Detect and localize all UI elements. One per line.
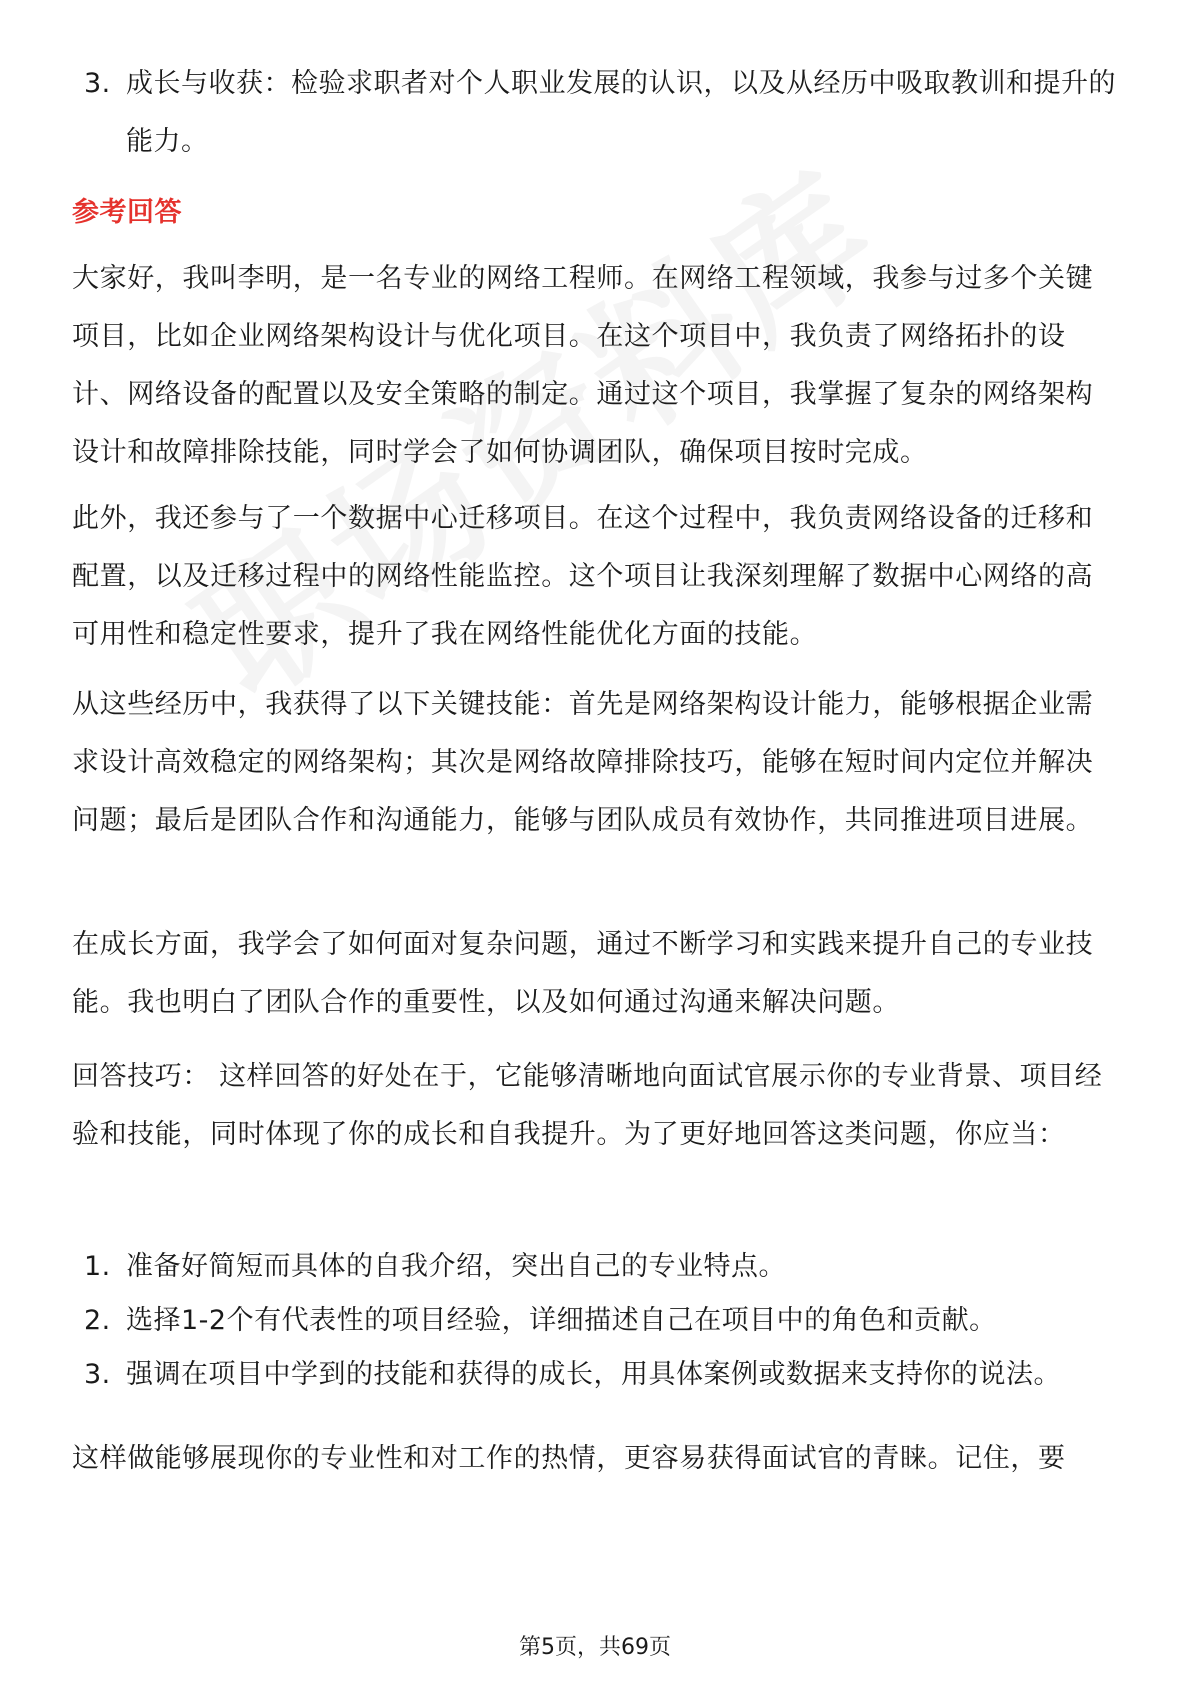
top-list [72,55,1120,171]
list-item-number: 3. [84,68,111,99]
paragraph-datacenter: 此外，我还参与了一个数据中心迁移项目。在这个过程中，我负责网络设备的迁移和配置，以及迁移过程中的网络性能监控。这个项目让我深刻理解了数据中心网络的高可用性和稳定性要求，提升了我在网络性能优化方面的技能。 [72,503,1094,650]
list-item [72,1240,1120,1294]
paragraph-growth: 在成长方面，我学会了如何面对复杂问题，通过不断学习和实践来提升自己的专业技能。我也明白了团队合作的重要性，以及如何通过沟通来解决问题。 [72,929,1094,1018]
list-item [72,1348,1120,1402]
list-item-number: 2. [84,1305,111,1336]
list-item-number: 1. [84,1251,111,1282]
list-item [72,1294,1120,1348]
section-heading: 参考回答 [72,197,182,228]
list-item-text: 强调在项目中学到的技能和获得的成长，用具体案例或数据来支持你的说法。 [126,1359,1061,1390]
list-item-number: 3. [84,1359,111,1390]
paragraph-closing: 这样做能够展现你的专业性和对工作的热情，更容易获得面试官的青睐。记住，要 [72,1443,1066,1474]
list-item [72,55,1120,171]
paragraph-skills: 从这些经历中，我获得了以下关键技能：首先是网络架构设计能力，能够根据企业需求设计高效稳定的网络架构；其次是网络故障排除技巧，能够在短时间内定位并解决问题；最后是团队合作和沟通能力，能够与团队成员有效协作，共同推进项目进展。 [72,689,1094,836]
tips-list [72,1240,1120,1402]
paragraph-intro: 大家好，我叫李明，是一名专业的网络工程师。在网络工程领域，我参与过多个关键项目，比如企业网络架构设计与优化项目。在这个项目中，我负责了网络拓扑的设计、网络设备的配置以及安全策略的制定。通过这个项目，我掌握了复杂的网络架构设计和故障排除技能，同时学会了如何协调团队，确保项目按时完成。 [72,263,1094,468]
list-item-text: 成长与收获：检验求职者对个人职业发展的认识，以及从经历中吸取教训和提升的能力。 [126,68,1116,157]
paragraph-tips-intro: 回答技巧： 这样回答的好处在于，它能够清晰地向面试官展示你的专业背景、项目经验和技能，同时体现了你的成长和自我提升。为了更好地回答这类问题，你应当： [72,1061,1103,1150]
page-footer: 第5页，共69页 [519,1635,671,1660]
list-item-text: 准备好简短而具体的自我介绍，突出自己的专业特点。 [126,1251,786,1282]
list-item-text: 选择1-2个有代表性的项目经验，详细描述自己在项目中的角色和贡献。 [126,1305,997,1336]
